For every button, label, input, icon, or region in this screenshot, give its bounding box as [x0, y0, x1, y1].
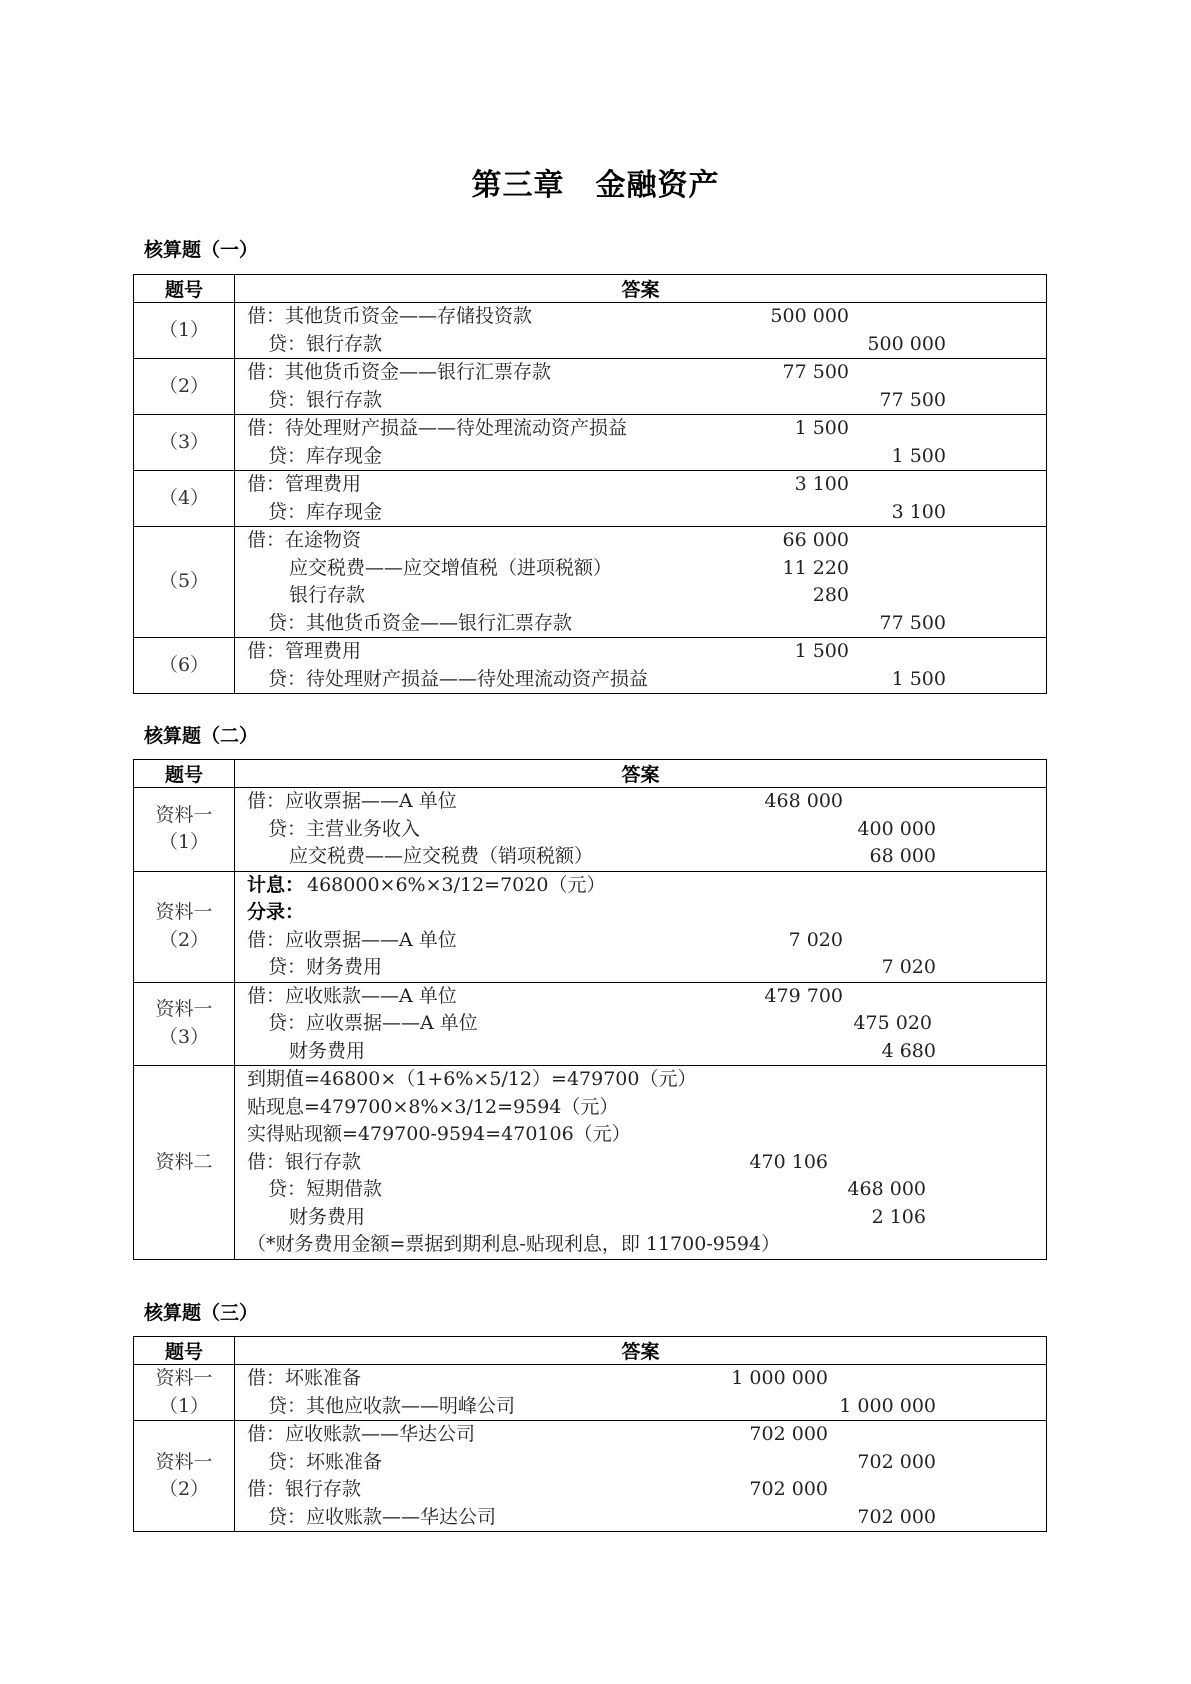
entry-text: 贷：财务费用 — [268, 956, 383, 978]
answer-cell — [235, 871, 1047, 982]
question-number — [134, 871, 235, 982]
credit-amount: 7 020 — [881, 956, 936, 978]
table-row — [134, 303, 1047, 359]
journal-line — [235, 983, 1046, 1011]
entry-text: 借：银行存款 — [247, 1150, 362, 1173]
question-number-line: 资料一 — [155, 1450, 213, 1473]
journal-line — [235, 582, 1046, 610]
answer-cell — [235, 471, 1047, 527]
journal-line — [235, 1449, 1046, 1477]
question-number — [134, 1365, 235, 1421]
entry-text: 贷：坏账准备 — [268, 1450, 383, 1473]
answer-cell — [235, 1066, 1047, 1260]
question-number-line: （3） — [158, 430, 210, 453]
journal-line — [235, 1010, 1046, 1038]
debit-amount: 702 000 — [749, 1423, 828, 1445]
journal-line — [235, 359, 1046, 387]
journal-line — [235, 1176, 1046, 1204]
entry-text: 贷：应收票据——A 单位 — [268, 1012, 478, 1034]
debit-amount: 3 100 — [794, 473, 849, 495]
journal-line — [235, 1504, 1046, 1532]
question-number-line: （1） — [158, 831, 210, 854]
entry-text: 贷：主营业务收入 — [268, 817, 421, 840]
debit-amount: 7 020 — [788, 928, 843, 951]
entry-text: 贷：其他货币资金——银行汇票存款 — [268, 611, 573, 634]
entry-text: 贷：银行存款 — [268, 332, 383, 355]
debit-amount: 1 500 — [794, 640, 849, 662]
question-number — [134, 471, 235, 527]
table-row — [134, 788, 1047, 872]
journal-line — [235, 1121, 1046, 1149]
entry-text: 借：应收票据——A 单位 — [247, 790, 457, 812]
entry-text: 到期值=46800×（1+6%×5/12）=479700（元） — [247, 1068, 697, 1090]
entry-text: 贷：其他应收款——明峰公司 — [268, 1394, 516, 1417]
answer-cell — [235, 303, 1047, 359]
entry-text: 借：待处理财产损益——待处理流动资产损益 — [247, 417, 628, 439]
answer-table — [133, 1336, 1047, 1532]
section-heading: 核算题（二） — [144, 725, 259, 747]
entry-text: 银行存款 — [289, 584, 366, 606]
table-header-row — [134, 760, 1047, 788]
entry-text: 借：其他货币资金——银行汇票存款 — [247, 361, 552, 383]
entry-text: 借：其他货币资金——存储投资款 — [247, 305, 533, 327]
debit-amount: 1 000 000 — [731, 1367, 828, 1389]
journal-line — [235, 1231, 1046, 1259]
debit-amount: 1 500 — [794, 417, 849, 439]
journal-line — [235, 1204, 1046, 1232]
debit-amount: 66 000 — [782, 529, 849, 551]
question-number — [134, 788, 235, 872]
bold-label: 分录： — [247, 901, 305, 923]
question-number — [134, 1066, 235, 1260]
journal-line — [235, 443, 1046, 471]
entry-text: （*财务费用金额=票据到期利息-贴现利息，即 11700-9594） — [247, 1233, 781, 1255]
entry-text: 贷：银行存款 — [268, 388, 383, 411]
credit-amount: 68 000 — [869, 845, 936, 867]
answer-cell — [235, 1365, 1047, 1421]
question-number-line: （2） — [158, 374, 210, 397]
credit-amount: 3 100 — [891, 500, 946, 523]
entry-text: 借：银行存款 — [247, 1478, 362, 1500]
question-number-line: （1） — [158, 318, 210, 341]
journal-line — [235, 303, 1046, 331]
journal-line — [235, 471, 1046, 499]
journal-line — [235, 1094, 1046, 1122]
debit-amount: 500 000 — [770, 305, 849, 327]
journal-line — [235, 1066, 1046, 1094]
entry-text: 财务费用 — [289, 1205, 366, 1228]
credit-amount: 4 680 — [881, 1039, 936, 1062]
question-number — [134, 527, 235, 638]
journal-line — [235, 788, 1046, 816]
debit-amount: 468 000 — [764, 790, 843, 812]
journal-line — [235, 610, 1046, 638]
journal-line — [235, 527, 1046, 555]
answer-cell — [235, 1421, 1047, 1532]
question-number-line: （2） — [158, 1478, 210, 1500]
question-number-line: 资料一 — [155, 998, 213, 1021]
table-row — [134, 1421, 1047, 1532]
journal-line — [235, 1365, 1046, 1393]
page-title: 第三章 金融资产 — [471, 168, 720, 203]
credit-amount: 468 000 — [847, 1178, 926, 1200]
journal-line — [235, 638, 1046, 666]
answer-cell — [235, 415, 1047, 471]
answer-cell — [235, 788, 1047, 872]
entry-text: 实得贴现额=479700-9594=470106（元） — [247, 1123, 631, 1145]
question-number-line: （5） — [158, 570, 210, 593]
journal-line — [235, 499, 1046, 527]
entry-text: 应交税费——应交增值税（进项税额） — [289, 556, 613, 579]
question-number — [134, 638, 235, 694]
answer-table — [133, 274, 1047, 694]
entry-text: 贷：库存现金 — [268, 500, 383, 523]
question-number — [134, 1421, 235, 1532]
table-row — [134, 415, 1047, 471]
table-row — [134, 871, 1047, 982]
entry-text: 贷：应收账款——华达公司 — [268, 1505, 497, 1528]
column-header-number: 题号 — [134, 275, 235, 303]
section-heading: 核算题（三） — [144, 1302, 259, 1324]
entry-text: 贷：库存现金 — [268, 444, 383, 467]
journal-line — [235, 387, 1046, 415]
journal-line — [235, 954, 1046, 982]
credit-amount: 77 500 — [879, 611, 946, 634]
entry-text: 借：管理费用 — [247, 473, 362, 495]
question-number-line: （1） — [158, 1394, 210, 1417]
table-row — [134, 1365, 1047, 1421]
table-header-row — [134, 275, 1047, 303]
column-header-number: 题号 — [134, 760, 235, 788]
credit-amount: 500 000 — [867, 332, 946, 355]
entry-text: 贷：待处理财产损益——待处理流动资产损益 — [268, 667, 649, 690]
section-heading: 核算题（一） — [144, 239, 259, 261]
answer-cell — [235, 527, 1047, 638]
entry-text: 贴现息=479700×8%×3/12=9594（元） — [247, 1095, 619, 1118]
journal-line — [235, 331, 1046, 359]
answer-table — [133, 759, 1047, 1260]
table-row — [134, 638, 1047, 694]
column-header-answer: 答案 — [235, 760, 1047, 788]
question-number-line: （2） — [158, 928, 210, 951]
entry-text: 借：应收票据——A 单位 — [247, 928, 457, 951]
question-number-line: 资料二 — [155, 1150, 213, 1173]
journal-line — [235, 872, 1046, 900]
entry-text: 借：坏账准备 — [247, 1367, 362, 1389]
entry-text: 借：在途物资 — [247, 529, 362, 551]
credit-amount: 702 000 — [857, 1450, 936, 1473]
entry-text: 468000×6%×3/12=7020（元） — [307, 873, 606, 896]
column-header-number: 题号 — [134, 1337, 235, 1365]
question-number-line: 资料一 — [155, 1367, 213, 1389]
table-row — [134, 359, 1047, 415]
journal-line — [235, 415, 1046, 443]
credit-amount: 1 500 — [891, 444, 946, 467]
journal-line — [235, 1393, 1046, 1421]
entry-text: 借：应收账款——A 单位 — [247, 984, 457, 1007]
question-number-line: 资料一 — [155, 803, 213, 826]
question-number-line: 资料一 — [155, 901, 213, 923]
answer-cell — [235, 638, 1047, 694]
journal-line — [235, 555, 1046, 583]
answer-cell — [235, 359, 1047, 415]
entry-text: 贷：短期借款 — [268, 1178, 383, 1200]
journal-line — [235, 843, 1046, 871]
question-number-line: （3） — [158, 1025, 210, 1048]
column-header-answer: 答案 — [235, 275, 1047, 303]
journal-line — [235, 1038, 1046, 1066]
column-header-answer: 答案 — [235, 1337, 1047, 1365]
credit-amount: 1 000 000 — [839, 1394, 936, 1417]
debit-amount: 77 500 — [782, 361, 849, 383]
journal-line — [235, 1149, 1046, 1177]
journal-line — [235, 1421, 1046, 1449]
table-row — [134, 982, 1047, 1066]
table-row — [134, 471, 1047, 527]
question-number-line: （4） — [158, 486, 210, 509]
credit-amount: 2 106 — [871, 1205, 926, 1228]
journal-line — [235, 816, 1046, 844]
debit-amount: 280 — [812, 584, 849, 606]
journal-line — [235, 666, 1046, 694]
table-row — [134, 527, 1047, 638]
journal-line — [235, 899, 1046, 927]
table-header-row — [134, 1337, 1047, 1365]
debit-amount: 470 106 — [749, 1150, 828, 1173]
question-number — [134, 359, 235, 415]
debit-amount: 479 700 — [764, 984, 843, 1007]
entry-text: 借：管理费用 — [247, 640, 362, 662]
question-number — [134, 415, 235, 471]
question-number-line: （6） — [158, 653, 210, 676]
question-number — [134, 303, 235, 359]
entry-text: 借：应收账款——华达公司 — [247, 1423, 476, 1445]
question-number — [134, 982, 235, 1066]
journal-line — [235, 1476, 1046, 1504]
credit-amount: 400 000 — [857, 817, 936, 840]
table-row — [134, 1066, 1047, 1260]
debit-amount: 11 220 — [782, 556, 849, 579]
credit-amount: 475 020 — [853, 1012, 932, 1034]
bold-label: 计息： — [247, 873, 305, 896]
journal-line — [235, 927, 1046, 955]
answer-cell — [235, 982, 1047, 1066]
entry-text: 应交税费——应交税费（销项税额） — [289, 845, 594, 867]
debit-amount: 702 000 — [749, 1478, 828, 1500]
credit-amount: 702 000 — [857, 1505, 936, 1528]
credit-amount: 77 500 — [879, 388, 946, 411]
entry-text: 财务费用 — [289, 1039, 366, 1062]
credit-amount: 1 500 — [891, 667, 946, 690]
